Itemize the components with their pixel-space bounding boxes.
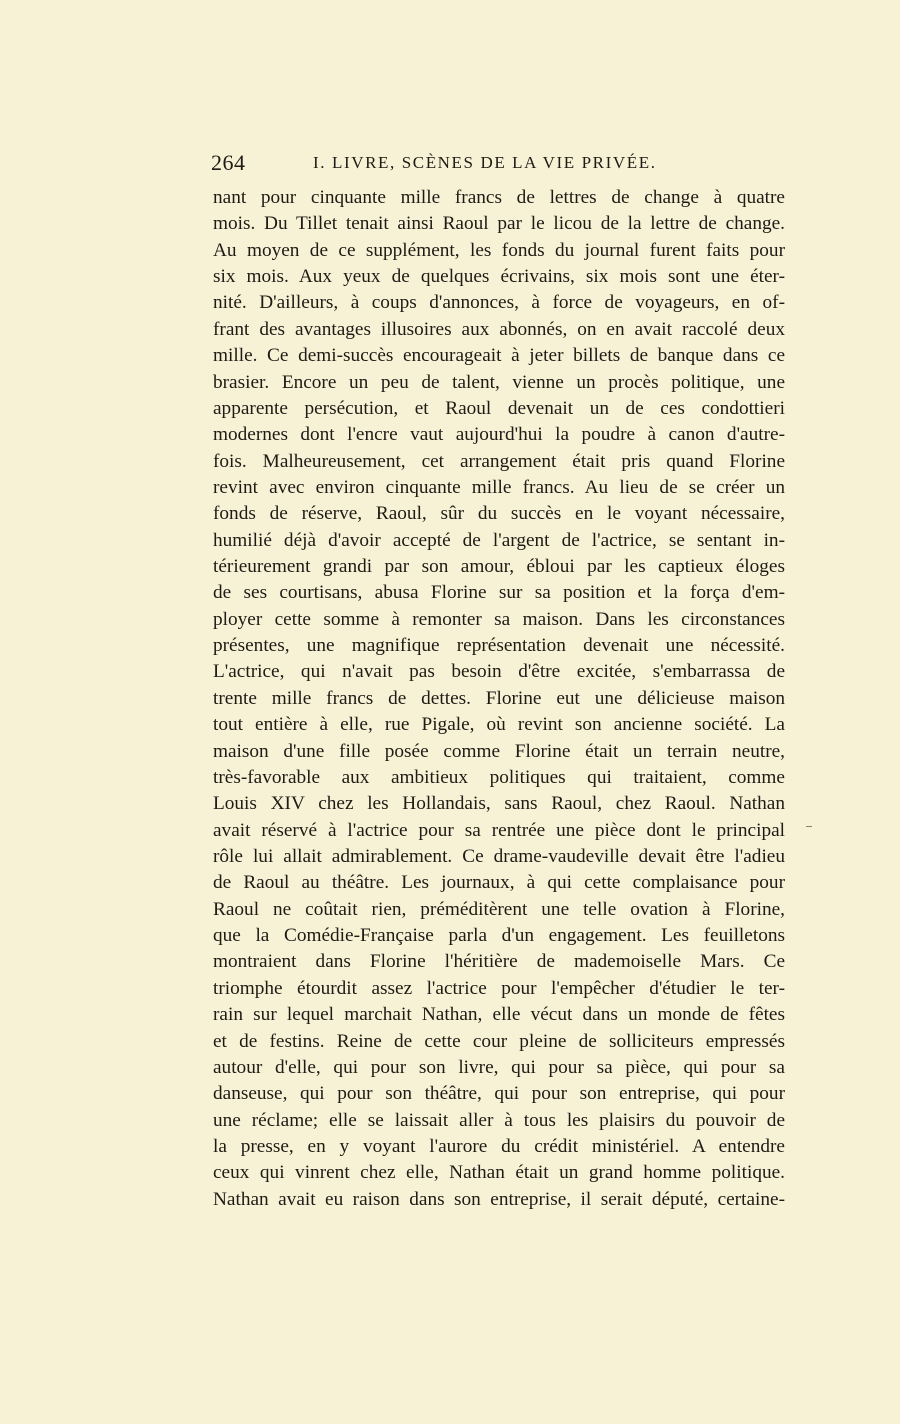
margin-mark: [806, 826, 812, 827]
text-line: danseuse, qui pour son théâtre, qui pour son entreprise, qui pour: [213, 1083, 785, 1105]
text-line: brasier. Encore un peu de talent, vienne un procès politique, une: [213, 371, 785, 393]
text-line: fois. Malheureusement, cet arrangement était pris quand Florine: [213, 450, 785, 472]
text-line: Au moyen de ce supplément, les fonds du journal furent faits pour: [213, 239, 785, 261]
text-line: trente mille francs de dettes. Florine eut une délicieuse maison: [213, 687, 785, 709]
body-text: [213, 185, 785, 1213]
text-line: ployer cette somme à remonter sa maison. Dans les circonstances: [213, 608, 785, 630]
text-line: revint avec environ cinquante mille francs. Au lieu de se créer un: [213, 476, 785, 498]
page-number: 264: [211, 150, 246, 175]
text-line: L'actrice, qui n'avait pas besoin d'être excitée, s'embarrassa de: [213, 661, 785, 683]
text-line: triomphe étourdit assez l'actrice pour l'empêcher d'étudier le ter-: [213, 977, 785, 999]
text-line: frant des avantages illusoires aux abonnés, on en avait raccolé deux: [213, 318, 785, 340]
text-line: de Raoul au théâtre. Les journaux, à qui cette complaisance pour: [213, 872, 785, 894]
page-header: [211, 148, 784, 182]
text-line: tout entière à elle, rue Pigale, où revint son ancienne société. La: [213, 714, 785, 736]
text-line: rain sur lequel marchait Nathan, elle vécut dans un monde de fêtes: [213, 1004, 785, 1026]
text-line: Louis XIV chez les Hollandais, sans Raoul, chez Raoul. Nathan: [213, 793, 785, 815]
running-head: I. LIVRE, SCÈNES DE LA VIE PRIVÉE.: [313, 153, 657, 172]
text-line: présentes, une magnifique représentation devenait une nécessité.: [213, 635, 785, 657]
text-line: six mois. Aux yeux de quelques écrivains, six mois sont une éter-: [213, 266, 785, 288]
text-line: très-favorable aux ambitieux politiques qui traitaient, comme: [213, 766, 785, 788]
text-line: avait réservé à l'actrice pour sa rentrée une pièce dont le principal: [213, 819, 785, 841]
text-line: rôle lui allait admirablement. Ce drame-vaudeville devait être l'adieu: [213, 845, 785, 867]
text-line: une réclame; elle se laissait aller à tous les plaisirs du pouvoir de: [213, 1109, 785, 1131]
text-line: que la Comédie-Française parla d'un engagement. Les feuilletons: [213, 925, 785, 947]
text-line: ceux qui vinrent chez elle, Nathan était un grand homme politique.: [213, 1162, 785, 1184]
text-line: apparente persécution, et Raoul devenait un de ces condottieri: [213, 397, 785, 419]
text-line: Nathan avait eu raison dans son entreprise, il serait député, certaine-: [213, 1188, 785, 1210]
text-line: nant pour cinquante mille francs de lettres de change à quatre: [213, 187, 785, 208]
text-line: mois. Du Tillet tenait ainsi Raoul par le licou de la lettre de change.: [213, 213, 785, 235]
text-line: la presse, en y voyant l'aurore du crédit ministériel. A entendre: [213, 1135, 785, 1157]
text-line: mille. Ce demi-succès encourageait à jeter billets de banque dans ce: [213, 345, 785, 367]
text-line: humilié déjà d'avoir accepté de l'argent de l'actrice, se sentant in-: [213, 529, 785, 551]
text-line: maison d'une fille posée comme Florine était un terrain neutre,: [213, 740, 785, 762]
text-line: térieurement grandi par son amour, ébloui par les captieux éloges: [213, 556, 785, 578]
text-line: autour d'elle, qui pour son livre, qui pour sa pièce, qui pour sa: [213, 1056, 785, 1078]
text-line: fonds de réserve, Raoul, sûr du succès en le voyant nécessaire,: [213, 503, 785, 525]
text-line: montraient dans Florine l'héritière de mademoiselle Mars. Ce: [213, 951, 785, 973]
text-line: et de festins. Reine de cette cour pleine de solliciteurs empressés: [213, 1030, 785, 1052]
text-line: de ses courtisans, abusa Florine sur sa position et la força d'em-: [213, 582, 785, 604]
text-line: nité. D'ailleurs, à coups d'annonces, à force de voyageurs, en of-: [213, 292, 785, 314]
text-line: Raoul ne coûtait rien, préméditèrent une telle ovation à Florine,: [213, 898, 785, 920]
text-line: modernes dont l'encre vaut aujourd'hui la poudre à canon d'autre-: [213, 424, 785, 446]
